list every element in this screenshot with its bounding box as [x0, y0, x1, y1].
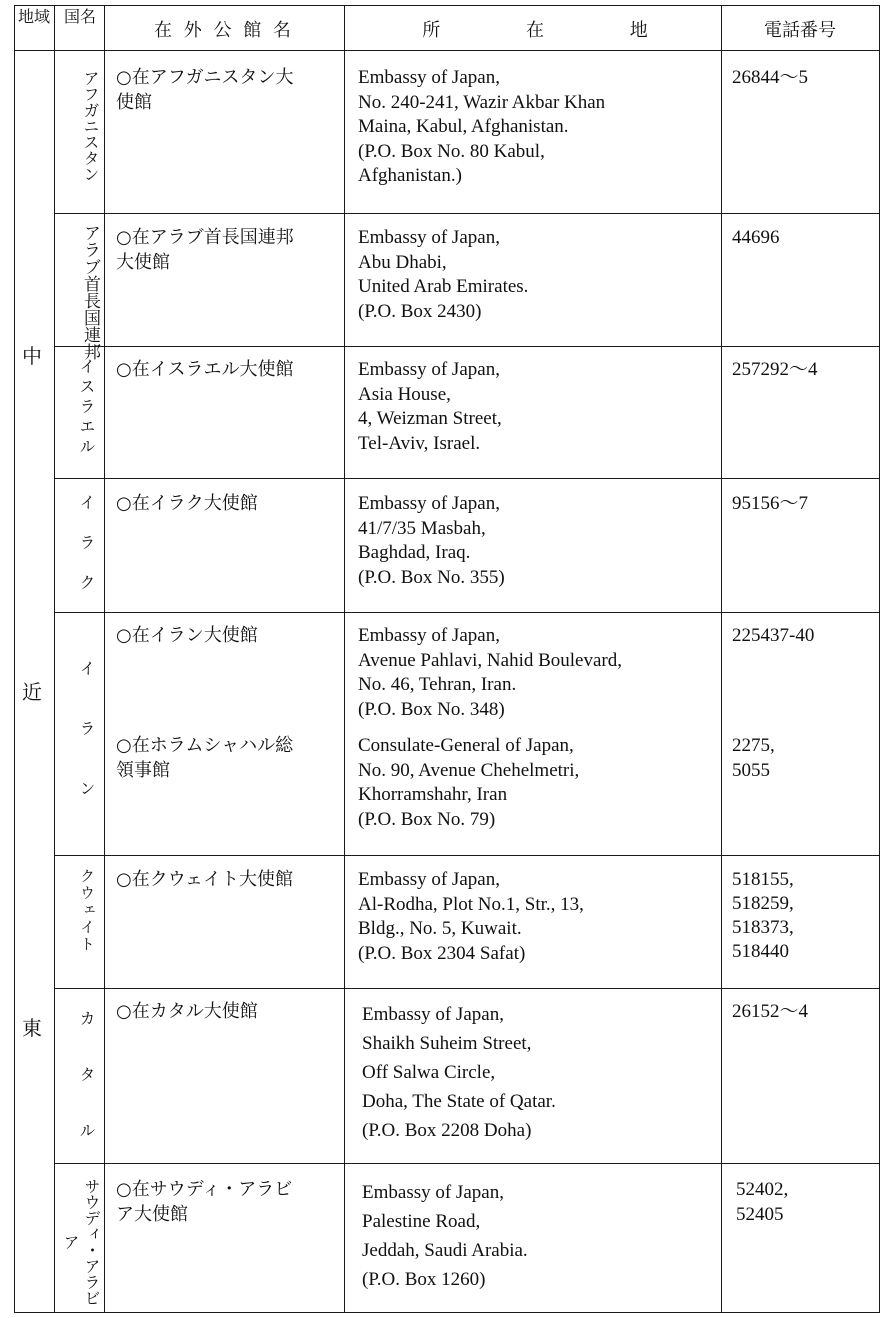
region-char-3: 東 [22, 1016, 42, 1040]
mission-address: Embassy of Japan, Palestine Road, Jeddah, Saudi Arabia. (P.O. Box 1260) [362, 1182, 528, 1290]
region-col-divider [54, 5, 55, 1313]
mission-address: Embassy of Japan, Avenue Pahlavi, Nahid Boulevard, No. 46, Tehran, Iran. (P.O. Box No. 348) [358, 625, 622, 720]
country-name-uae: アラブ首長国連邦 [80, 224, 100, 360]
country-name-iran: イラン [77, 660, 96, 840]
row-divider [54, 612, 880, 613]
address-col-divider [721, 5, 722, 1313]
country-col-divider [104, 5, 105, 1313]
country-name-israel: イスラエル [77, 358, 96, 458]
table-right-border [879, 5, 880, 1313]
mission-col-divider [344, 5, 345, 1313]
mission-name: ○在イラク大使館 [116, 493, 258, 514]
mission-address: Consulate-General of Japan, No. 90, Avenue Chehelmetri, Khorramshahr, Iran (P.O. Box No. 79) [358, 735, 580, 830]
row-divider [54, 213, 880, 214]
mission-phone: 26844～5 [732, 67, 809, 88]
header-country: 国名 [64, 7, 97, 26]
mission-name: ○在カタル大使館 [116, 1001, 258, 1022]
row-divider [54, 855, 880, 856]
mission-name: ○在サウディ・アラビ ア大使館 [116, 1179, 293, 1225]
country-name-iraq: イラク [77, 494, 96, 614]
header-address: 所 在 地 [422, 20, 648, 41]
mission-address: Embassy of Japan, No. 240-241, Wazir Akbar Khan Maina, Kabul, Afghanistan. (P.O. Box No. 80 Kabul, Afghanistan.) [358, 67, 606, 186]
header-phone: 電話番号 [764, 20, 836, 41]
mission-name: ○在アラブ首長国連邦 大使館 [116, 227, 294, 273]
mission-phone: 2275, 5055 [732, 735, 775, 781]
table-bottom-border [14, 1312, 880, 1313]
header-mission-name: 在 外 公 館 名 [154, 20, 294, 41]
table-left-border [14, 5, 15, 1313]
mission-address: Embassy of Japan, Asia House, 4, Weizman Street, Tel-Aviv, Israel. [358, 359, 502, 454]
mission-phone: 52402, 52405 [736, 1179, 789, 1225]
mission-phone: 518155, 518259, 518373, 518440 [732, 869, 794, 962]
mission-address: Embassy of Japan, Abu Dhabi, United Arab Emirates. (P.O. Box 2430) [358, 227, 529, 322]
country-name-saudi-arabia: サウディ・アラビア [61, 1178, 101, 1306]
mission-phone: 44696 [732, 227, 780, 248]
row-divider [54, 988, 880, 989]
mission-name: ○在イスラエル大使館 [116, 359, 294, 380]
mission-name: ○在ホラムシャハル総 領事館 [116, 735, 294, 781]
mission-address: Embassy of Japan, Shaikh Suheim Street, Off Salwa Circle, Doha, The State of Qatar. (P.O. Box 2208 Doha) [362, 1004, 556, 1141]
country-name-afghanistan: アフガニスタン [81, 70, 100, 182]
header-bottom-border [14, 50, 880, 51]
mission-phone: 257292～4 [732, 359, 818, 380]
country-name-qatar: カタル [77, 1010, 96, 1178]
header-region: 地域 [17, 7, 50, 26]
region-char-2: 近 [22, 680, 42, 704]
mission-name: ○在イラン大使館 [116, 625, 258, 646]
mission-address: Embassy of Japan, 41/7/35 Masbah, Baghdad, Iraq. (P.O. Box No. 355) [358, 493, 505, 588]
row-divider [54, 346, 880, 347]
row-divider [54, 478, 880, 479]
country-name-kuwait: クウェイト [78, 868, 96, 953]
row-divider [54, 1163, 880, 1164]
mission-name: ○在アフガニスタン大 使館 [116, 67, 294, 113]
table-top-border [14, 5, 880, 6]
mission-name: ○在クウェイト大使館 [116, 869, 293, 890]
region-char-1: 中 [22, 344, 42, 368]
mission-phone: 95156～7 [732, 493, 809, 514]
mission-phone: 26152～4 [732, 1001, 809, 1022]
mission-phone: 225437-40 [732, 625, 815, 646]
mission-address: Embassy of Japan, Al-Rodha, Plot No.1, Str., 13, Bldg., No. 5, Kuwait. (P.O. Box 2304 Safat) [358, 869, 584, 964]
